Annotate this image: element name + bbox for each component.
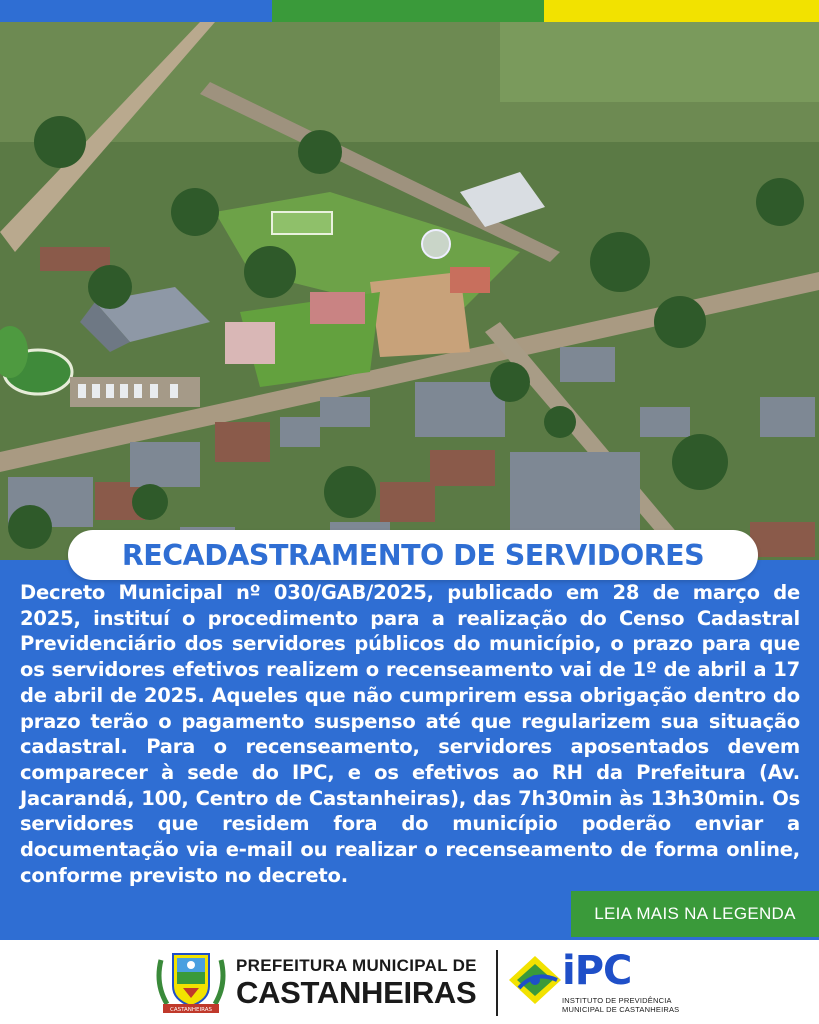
read-more-label: LEIA MAIS NA LEGENDA [594, 904, 796, 923]
ipc-sub-line2: MUNICIPAL DE CASTANHEIRAS [562, 1004, 680, 1014]
ipc-subtitle [562, 997, 679, 1014]
footer-divider [496, 950, 498, 1016]
strip-blue [0, 0, 272, 22]
ipc-letters: iPC [562, 948, 632, 994]
ipc-logo-icon [505, 950, 565, 1010]
top-color-strip [0, 0, 819, 22]
headline-pill [68, 530, 758, 580]
read-more-button[interactable] [571, 891, 819, 937]
prefeitura-name [236, 956, 477, 1010]
ipc-sub-line1: INSTITUTO DE PREVIDÊNCIA [562, 996, 672, 1005]
headline: RECADASTRAMENTO DE SERVIDORES [121, 538, 705, 572]
crest-text: CASTANHEIRAS [170, 1007, 212, 1013]
prefeitura-line1: PREFEITURA MUNICIPAL DE [236, 956, 477, 975]
prefeitura-line2: CASTANHEIRAS [236, 975, 477, 1010]
strip-yellow [544, 0, 819, 22]
strip-green [272, 0, 544, 22]
aerial-town-photo [0, 22, 819, 560]
municipal-crest-icon [153, 948, 229, 1016]
announcement-text: Decreto Municipal nº 030/GAB/2025, publicado em 28 de março de 2025, instituí o procedimento para a realização do Censo Cadastral Previdenciário dos servidores públicos do município, o prazo para que os servidores efetivos realizem o recenseamento vai de 1º de abril a 17 de abril de 2025. Aqueles que não cumprirem essa obrigação dentro do prazo terão o pagamento suspenso até que regularizem sua situação cadastral. Para o recenseamento, servidores aposentados devem comparecer à sede do IPC, e os efetivos ao RH da Prefeitura (Av. Jacarandá, 100, Centro de Castanheiras), das 7h30min às 13h30min. Os servidores que residem fora do município poderão enviar a documentação via e-mail ou realizar o recenseamento de forma online, conforme previsto no decreto. [20, 581, 800, 887]
